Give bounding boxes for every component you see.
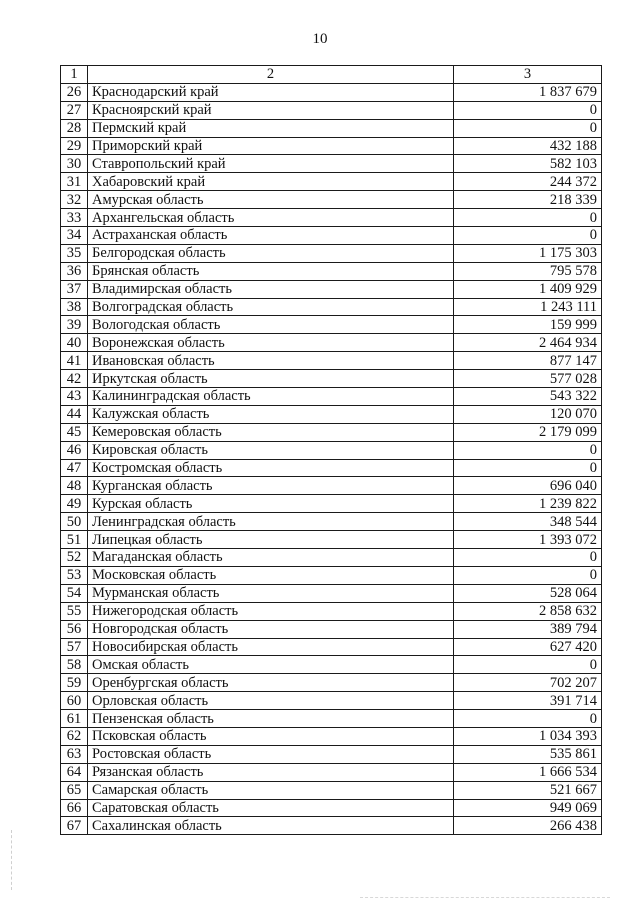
region-name-cell: Саратовская область [88, 799, 454, 817]
row-number-cell: 59 [61, 674, 88, 692]
region-name-cell: Омская область [88, 656, 454, 674]
region-name-cell: Курганская область [88, 477, 454, 495]
value-cell: 1 239 822 [454, 495, 602, 513]
value-cell: 1 393 072 [454, 531, 602, 549]
row-number-cell: 27 [61, 101, 88, 119]
row-number-cell: 38 [61, 298, 88, 316]
row-number-cell: 51 [61, 531, 88, 549]
value-cell: 0 [454, 549, 602, 567]
row-number-cell: 53 [61, 566, 88, 584]
region-name-cell: Пензенская область [88, 710, 454, 728]
row-number-cell: 41 [61, 352, 88, 370]
table-row [61, 817, 602, 835]
region-name-cell: Курская область [88, 495, 454, 513]
row-number-cell: 29 [61, 137, 88, 155]
row-number-cell: 52 [61, 549, 88, 567]
row-number-cell: 67 [61, 817, 88, 835]
row-number-cell: 62 [61, 727, 88, 745]
region-name-cell: Новгородская область [88, 620, 454, 638]
row-number-cell: 57 [61, 638, 88, 656]
row-number-cell: 63 [61, 745, 88, 763]
value-cell: 2 464 934 [454, 334, 602, 352]
table-row [61, 119, 602, 137]
region-name-cell: Пермский край [88, 119, 454, 137]
row-number-cell: 32 [61, 191, 88, 209]
row-number-cell: 42 [61, 370, 88, 388]
row-number-cell: 44 [61, 405, 88, 423]
region-name-cell: Орловская область [88, 692, 454, 710]
value-cell: 528 064 [454, 584, 602, 602]
table-row [61, 244, 602, 262]
scan-bottom-line [360, 897, 610, 898]
row-number-cell: 61 [61, 710, 88, 728]
table-row [61, 763, 602, 781]
value-cell: 949 069 [454, 799, 602, 817]
region-name-cell: Кемеровская область [88, 423, 454, 441]
table-row [61, 209, 602, 227]
table-row [61, 441, 602, 459]
region-name-cell: Калининградская область [88, 388, 454, 406]
region-name-cell: Волгоградская область [88, 298, 454, 316]
value-cell: 0 [454, 656, 602, 674]
value-cell: 266 438 [454, 817, 602, 835]
row-number-cell: 37 [61, 280, 88, 298]
region-name-cell: Приморский край [88, 137, 454, 155]
row-number-cell: 28 [61, 119, 88, 137]
value-cell: 696 040 [454, 477, 602, 495]
value-cell: 877 147 [454, 352, 602, 370]
table-row [61, 459, 602, 477]
value-cell: 543 322 [454, 388, 602, 406]
table-row [61, 370, 602, 388]
table-row [61, 423, 602, 441]
value-cell: 577 028 [454, 370, 602, 388]
value-cell: 0 [454, 119, 602, 137]
region-name-cell: Краснодарский край [88, 83, 454, 101]
region-name-cell: Нижегородская область [88, 602, 454, 620]
region-name-cell: Калужская область [88, 405, 454, 423]
table-row [61, 674, 602, 692]
row-number-cell: 26 [61, 83, 88, 101]
table-row [61, 638, 602, 656]
region-name-cell: Новосибирская область [88, 638, 454, 656]
value-cell: 0 [454, 101, 602, 119]
region-name-cell: Владимирская область [88, 280, 454, 298]
value-cell: 0 [454, 227, 602, 245]
row-number-cell: 54 [61, 584, 88, 602]
row-number-cell: 55 [61, 602, 88, 620]
value-cell: 1 666 534 [454, 763, 602, 781]
value-cell: 120 070 [454, 405, 602, 423]
value-cell: 0 [454, 209, 602, 227]
region-name-cell: Московская область [88, 566, 454, 584]
table-row [61, 262, 602, 280]
region-name-cell: Магаданская область [88, 549, 454, 567]
table-row [61, 155, 602, 173]
table-row [61, 549, 602, 567]
value-cell: 627 420 [454, 638, 602, 656]
row-number-cell: 43 [61, 388, 88, 406]
value-cell: 0 [454, 441, 602, 459]
value-cell: 521 667 [454, 781, 602, 799]
region-name-cell: Ивановская область [88, 352, 454, 370]
table-row [61, 334, 602, 352]
value-cell: 795 578 [454, 262, 602, 280]
row-number-cell: 36 [61, 262, 88, 280]
table-row [61, 137, 602, 155]
table-row [61, 173, 602, 191]
table-row [61, 352, 602, 370]
region-name-cell: Амурская область [88, 191, 454, 209]
table-row [61, 227, 602, 245]
region-name-cell: Воронежская область [88, 334, 454, 352]
row-number-cell: 66 [61, 799, 88, 817]
region-name-cell: Белгородская область [88, 244, 454, 262]
region-name-cell: Вологодская область [88, 316, 454, 334]
row-number-cell: 64 [61, 763, 88, 781]
region-name-cell: Рязанская область [88, 763, 454, 781]
row-number-cell: 34 [61, 227, 88, 245]
table-row [61, 656, 602, 674]
region-name-cell: Архангельская область [88, 209, 454, 227]
region-name-cell: Ростовская область [88, 745, 454, 763]
region-name-cell: Кировская область [88, 441, 454, 459]
table-row [61, 388, 602, 406]
row-number-cell: 30 [61, 155, 88, 173]
row-number-cell: 35 [61, 244, 88, 262]
table-row [61, 316, 602, 334]
row-number-cell: 56 [61, 620, 88, 638]
value-cell: 1 243 111 [454, 298, 602, 316]
value-cell: 244 372 [454, 173, 602, 191]
region-name-cell: Астраханская область [88, 227, 454, 245]
region-name-cell: Иркутская область [88, 370, 454, 388]
value-cell: 389 794 [454, 620, 602, 638]
value-cell: 391 714 [454, 692, 602, 710]
table-row [61, 781, 602, 799]
value-cell: 535 861 [454, 745, 602, 763]
value-cell: 1 837 679 [454, 83, 602, 101]
region-name-cell: Мурманская область [88, 584, 454, 602]
table-row [61, 495, 602, 513]
value-cell: 2 858 632 [454, 602, 602, 620]
value-cell: 159 999 [454, 316, 602, 334]
row-number-cell: 58 [61, 656, 88, 674]
table-row [61, 566, 602, 584]
value-cell: 218 339 [454, 191, 602, 209]
region-name-cell: Брянская область [88, 262, 454, 280]
value-cell: 1 409 929 [454, 280, 602, 298]
table-row [61, 83, 602, 101]
table-row [61, 513, 602, 531]
table-row [61, 692, 602, 710]
row-number-cell: 46 [61, 441, 88, 459]
row-number-cell: 45 [61, 423, 88, 441]
table-row [61, 745, 602, 763]
table-row [61, 799, 602, 817]
region-name-cell: Ставропольский край [88, 155, 454, 173]
header-cell-value: 3 [454, 66, 602, 84]
table-row [61, 620, 602, 638]
table-row [61, 298, 602, 316]
table-row [61, 191, 602, 209]
row-number-cell: 39 [61, 316, 88, 334]
row-number-cell: 65 [61, 781, 88, 799]
table-row [61, 584, 602, 602]
region-name-cell: Оренбургская область [88, 674, 454, 692]
page-number: 10 [312, 31, 328, 47]
table-row [61, 531, 602, 549]
value-cell: 2 179 099 [454, 423, 602, 441]
row-number-cell: 40 [61, 334, 88, 352]
table-row [61, 101, 602, 119]
table-row [61, 405, 602, 423]
header-cell-region: 2 [88, 66, 454, 84]
region-name-cell: Псковская область [88, 727, 454, 745]
table-row [61, 477, 602, 495]
value-cell: 702 207 [454, 674, 602, 692]
table-body [61, 66, 602, 835]
row-number-cell: 47 [61, 459, 88, 477]
region-name-cell: Самарская область [88, 781, 454, 799]
value-cell: 432 188 [454, 137, 602, 155]
table-row [61, 710, 602, 728]
region-name-cell: Хабаровский край [88, 173, 454, 191]
value-cell: 0 [454, 710, 602, 728]
scan-margin-line [11, 830, 12, 890]
region-name-cell: Липецкая область [88, 531, 454, 549]
region-name-cell: Костромская область [88, 459, 454, 477]
table-row [61, 727, 602, 745]
value-cell: 1 175 303 [454, 244, 602, 262]
region-name-cell: Сахалинская область [88, 817, 454, 835]
value-cell: 582 103 [454, 155, 602, 173]
row-number-cell: 60 [61, 692, 88, 710]
value-cell: 0 [454, 459, 602, 477]
table-row [61, 280, 602, 298]
region-name-cell: Красноярский край [88, 101, 454, 119]
region-name-cell: Ленинградская область [88, 513, 454, 531]
table-header-row [61, 66, 602, 84]
value-cell: 1 034 393 [454, 727, 602, 745]
table-row [61, 602, 602, 620]
header-cell-number: 1 [61, 66, 88, 84]
row-number-cell: 49 [61, 495, 88, 513]
row-number-cell: 50 [61, 513, 88, 531]
value-cell: 348 544 [454, 513, 602, 531]
value-cell: 0 [454, 566, 602, 584]
regions-table [60, 65, 602, 835]
row-number-cell: 31 [61, 173, 88, 191]
row-number-cell: 48 [61, 477, 88, 495]
row-number-cell: 33 [61, 209, 88, 227]
